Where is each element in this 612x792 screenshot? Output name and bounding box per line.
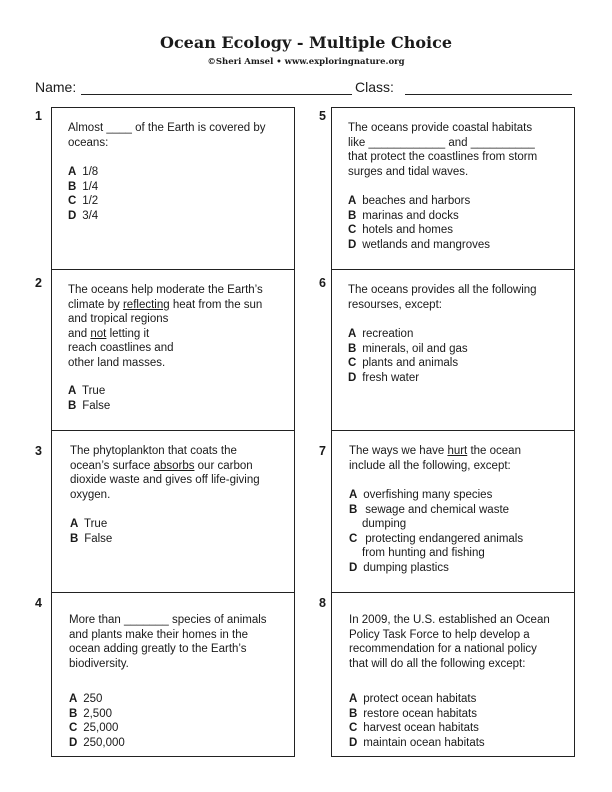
answer-option[interactable]: B marinas and docks bbox=[348, 209, 459, 222]
question-number: 3 bbox=[35, 444, 42, 458]
answer-option[interactable]: C harvest ocean habitats bbox=[349, 722, 479, 734]
underlined-word: absorbs bbox=[153, 459, 195, 472]
question-number: 2 bbox=[35, 276, 42, 290]
answer-option[interactable]: A True bbox=[68, 385, 106, 397]
question-number: 8 bbox=[319, 596, 326, 610]
answer-option[interactable]: C 25,000 bbox=[69, 722, 119, 734]
answer-option[interactable]: A 1/8 bbox=[68, 166, 99, 178]
answer-option[interactable]: A beaches and harbors bbox=[348, 195, 471, 207]
question-text: More than _______ species of animals and plants make their homes in the ocean adding greatly to the Earth’s biodiversity. bbox=[69, 614, 267, 670]
question-box-8 bbox=[332, 592, 574, 757]
answer-options bbox=[349, 692, 567, 750]
question-box-5 bbox=[332, 108, 574, 269]
question-box-3 bbox=[52, 430, 294, 593]
underlined-word: reflecting bbox=[122, 298, 170, 311]
underlined-word: not bbox=[90, 327, 107, 340]
name-blank[interactable] bbox=[81, 94, 352, 95]
answer-options bbox=[69, 692, 287, 750]
question-number: 6 bbox=[319, 276, 326, 290]
answer-option[interactable]: D 3/4 bbox=[68, 209, 99, 222]
answer-option[interactable]: B False bbox=[70, 532, 113, 545]
answer-option[interactable]: B sewage and chemical waste dumping bbox=[349, 503, 510, 530]
answer-options bbox=[68, 384, 286, 413]
answer-options bbox=[70, 517, 288, 546]
answer-options bbox=[348, 194, 566, 252]
question-box-6 bbox=[332, 269, 574, 431]
answer-option[interactable]: D maintain ocean habitats bbox=[349, 736, 485, 749]
student-info-line bbox=[35, 79, 580, 97]
copyright-line: ©Sheri Amsel • www.exploringnature.org bbox=[207, 57, 405, 67]
answer-option[interactable]: D fresh water bbox=[348, 371, 420, 384]
right-question-column bbox=[331, 107, 575, 757]
answer-option[interactable]: B 1/4 bbox=[68, 180, 99, 193]
question-number: 1 bbox=[35, 109, 42, 123]
worksheet-title: Ocean Ecology - Multiple Choice bbox=[160, 33, 452, 52]
question-box-1 bbox=[52, 108, 294, 269]
question-text: The oceans help moderate the Earth’s climate by reflecting heat from the sun and tropical regions and not letting it reach coastlines and other land masses. bbox=[68, 284, 263, 369]
answer-option[interactable]: B 2,500 bbox=[69, 707, 112, 720]
question-text: The oceans provide coastal habitats like ____________ and __________ that protect the coastlines from storm surges and tidal waves. bbox=[348, 122, 538, 178]
answer-option[interactable]: D 250,000 bbox=[69, 736, 125, 749]
answer-option[interactable]: C hotels and homes bbox=[348, 224, 453, 236]
answer-option[interactable]: D wetlands and mangroves bbox=[348, 238, 491, 251]
question-number: 5 bbox=[319, 109, 326, 123]
question-box-2 bbox=[52, 269, 294, 431]
answer-option[interactable]: B restore ocean habitats bbox=[349, 707, 477, 720]
answer-option[interactable]: C protecting endangered animals from hunting and fishing bbox=[349, 532, 524, 559]
underlined-word: hurt bbox=[447, 445, 468, 457]
question-text: The ways we have hurt the ocean include all the following, except: bbox=[349, 445, 521, 472]
question-text: In 2009, the U.S. established an Ocean Policy Task Force to help develop a recommendation for a national policy that will do all the following except: bbox=[349, 614, 550, 670]
name-label: Name: bbox=[35, 79, 77, 95]
answer-option[interactable]: A True bbox=[70, 518, 108, 530]
answer-option[interactable]: B minerals, oil and gas bbox=[348, 342, 468, 355]
answer-option[interactable]: C plants and animals bbox=[348, 357, 459, 369]
answer-option[interactable]: C 1/2 bbox=[68, 195, 99, 207]
answer-options bbox=[68, 165, 286, 223]
answer-option[interactable]: B False bbox=[68, 399, 111, 412]
question-text: Almost ____ of the Earth is covered by oceans: bbox=[68, 122, 266, 149]
class-blank[interactable] bbox=[405, 94, 572, 95]
answer-option[interactable]: A recreation bbox=[348, 328, 414, 340]
question-number: 4 bbox=[35, 596, 42, 610]
answer-options bbox=[348, 327, 566, 385]
question-box-7 bbox=[332, 430, 574, 593]
question-text: The phytoplankton that coats the ocean’s surface absorbs our carbon dioxide waste and gives off life-giving oxygen. bbox=[70, 445, 260, 501]
answer-option[interactable]: A overfishing many species bbox=[349, 489, 493, 501]
answer-option[interactable]: D dumping plastics bbox=[349, 561, 449, 574]
answer-options bbox=[349, 488, 534, 575]
question-text: The oceans provides all the following resourses, except: bbox=[348, 284, 537, 311]
answer-option[interactable]: A 250 bbox=[69, 693, 103, 705]
question-number: 7 bbox=[319, 444, 326, 458]
left-question-column bbox=[51, 107, 295, 757]
class-label: Class: bbox=[355, 79, 394, 95]
answer-option[interactable]: A protect ocean habitats bbox=[349, 693, 477, 705]
question-box-4 bbox=[52, 592, 294, 757]
